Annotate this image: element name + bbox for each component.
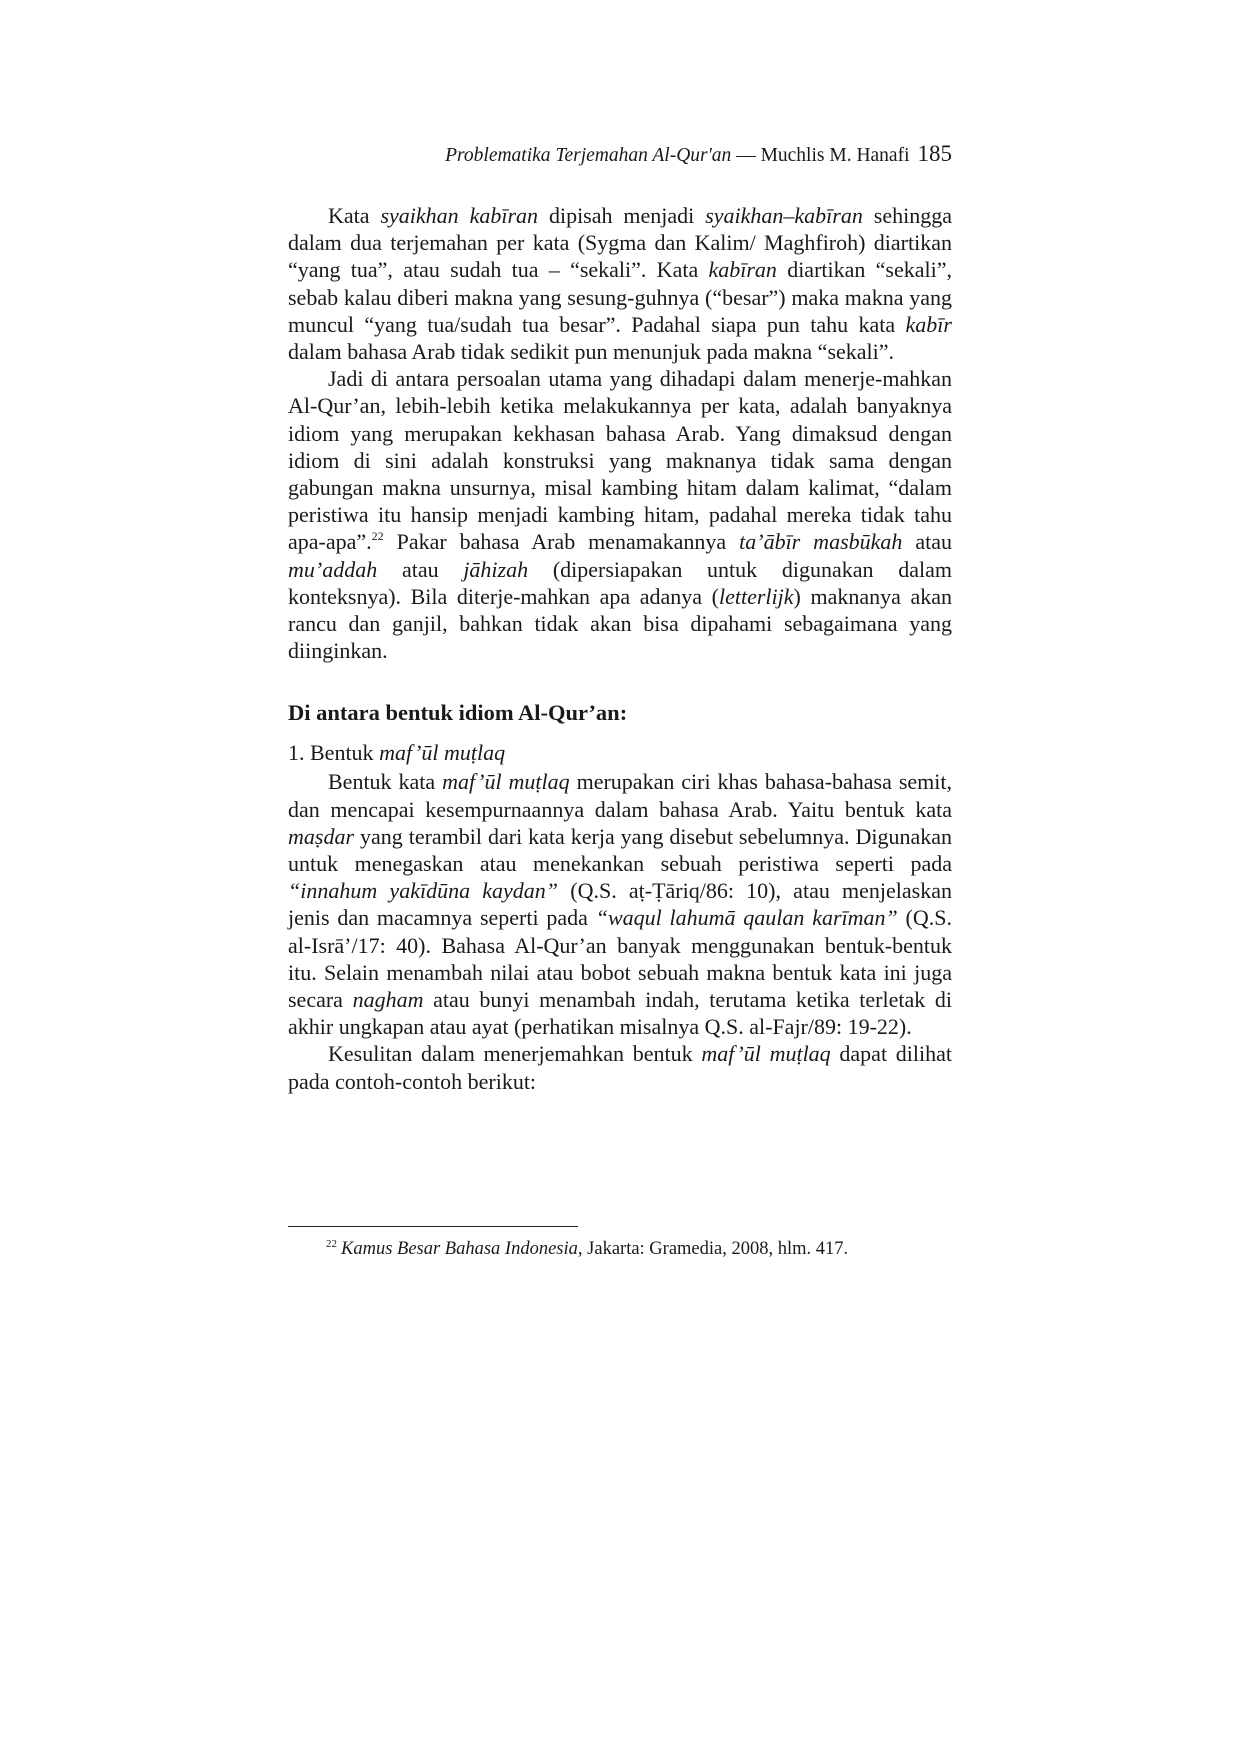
text-run: ) maknanya akan rancu dan ganjil, bahkan tidak akan bisa dipahami sebagaimana yang diinginkan.: [288, 583, 952, 664]
text-run: Pakar bahasa Arab menamakannya: [383, 529, 740, 555]
text-run: atau: [902, 529, 952, 555]
text-run: (Q.S. aṭ-Ṭāriq/86: 10), atau menjelaskan jenis dan macamnya seperti pada: [288, 878, 952, 931]
italic-term: kabīran: [708, 257, 777, 283]
italic-term: letterlijk: [719, 583, 794, 609]
footnote-divider: [288, 1226, 578, 1227]
text-run: dipisah menjadi: [538, 203, 706, 228]
text-run: diartikan “sekali”, sebab kalau diberi makna yang sesung-guhnya (“besar”) maka makna yang muncul “yang tua/sudah tua besar”. Padahal siapa pun tahu kata: [288, 257, 952, 337]
italic-term: syaikhan kabīran: [380, 203, 539, 228]
header-book-title: Problematika Terjemahan Al-Qur'an: [445, 145, 732, 166]
text-run: (dipersiapakan untuk digunakan dalam konteksnya). Bila diterje-mahkan apa adanya (: [288, 556, 952, 609]
text-run: sehingga dalam dua terjemahan per kata (Sygma dan Kalim/ Maghfiroh) diartikan “yang tua”, atau sudah tua – “sekali”. Kata: [288, 203, 952, 283]
text-run: merupakan ciri khas bahasa-bahasa semit, dan mencapai kesempurnaannya dalam bahasa Arab. Yaitu bentuk kata: [288, 769, 952, 822]
italic-term: jāhizah: [463, 556, 529, 582]
footnote: [326, 1237, 952, 1261]
paragraph-maful-mutlaq: [288, 768, 952, 1040]
footnote-reference[interactable]: 22: [371, 529, 384, 544]
italic-term: mu’addah: [288, 556, 378, 582]
paragraph-idiom-problem: [288, 365, 952, 664]
footnote-source-details: , Jakarta: Gramedia, 2008, hlm. 417.: [577, 1239, 849, 1259]
footnote-source-title: Kamus Besar Bahasa Indonesia: [341, 1239, 578, 1259]
italic-term: maf’ūl muṭlaq: [379, 740, 506, 766]
text-run: dapat dilihat pada contoh-contoh berikut:: [288, 1041, 953, 1094]
italic-term: syaikhan–kabīran: [705, 203, 863, 228]
running-header: [288, 140, 952, 170]
paragraph-translation-difficulty: [288, 1040, 952, 1094]
italic-quote: “waqul lahumā qaulan karīman”: [595, 905, 898, 931]
italic-term: maṣdar: [288, 823, 355, 849]
italic-term: kabīr: [905, 311, 952, 337]
text-run: Jadi di antara persoalan utama yang dihadapi dalam menerje-mahkan Al-Qur’an, lebih-lebih ketika melakukannya per kata, adalah banyaknya idiom yang merupakan kekhasan bahasa Arab. Yang dimaksud dengan idiom di sini adalah konstruksi yang maknanya tidak sama dengan gabungan makna unsurnya, misal kambing hitam dalam kalimat, “dalam peristiwa itu hansip menjadi kambing hitam, padahal mereka tidak tahu apa-apa”.: [288, 366, 952, 555]
italic-term: ta’ābīr masbūkah: [739, 529, 903, 555]
header-dash: —: [736, 145, 756, 166]
list-item-prefix: 1. Bentuk: [288, 740, 380, 766]
header-author: Muchlis M. Hanafi: [760, 145, 910, 166]
italic-term: maf’ūl muṭlaq: [701, 1041, 831, 1067]
section-heading: Di antara bentuk idiom Al-Qur’an:: [288, 700, 628, 726]
page-number: 185: [917, 141, 952, 166]
italic-term: maf’ūl muṭlaq: [442, 769, 570, 795]
text-run: atau bunyi menambah indah, terutama ketika terletak di akhir ungkapan atau ayat (perhatikan misalnya Q.S. al-Fajr/89: 19-22).: [288, 987, 952, 1040]
text-run: (Q.S. al-Isrā’/17: 40). Bahasa Al-Qur’an banyak menggunakan bentuk-bentuk itu. Selain menambah nilai atau bobot sebuah makna bentuk kata ini juga secara: [288, 905, 952, 1013]
italic-term: nagham: [352, 987, 424, 1013]
paragraph-syaikhan-kabiran: [288, 202, 952, 365]
text-run: dalam bahasa Arab tidak sedikit pun menunjuk pada makna “sekali”.: [288, 339, 895, 365]
footnote-number: 22: [326, 1238, 337, 1250]
list-item-heading: [288, 738, 952, 768]
main-text: [288, 202, 952, 1095]
text-run: Bentuk kata: [328, 769, 443, 795]
text-run: Kata: [328, 203, 381, 228]
text-run: yang terambil dari kata kerja yang disebut sebelumnya. Digunakan untuk menegaskan atau menekankan sebuah peristiwa seperti pada: [288, 823, 952, 877]
italic-quote: “innahum yakīdūna kaydan”: [288, 878, 559, 904]
text-run: Kesulitan dalam menerjemahkan bentuk: [328, 1041, 702, 1067]
text-run: atau: [377, 556, 464, 582]
